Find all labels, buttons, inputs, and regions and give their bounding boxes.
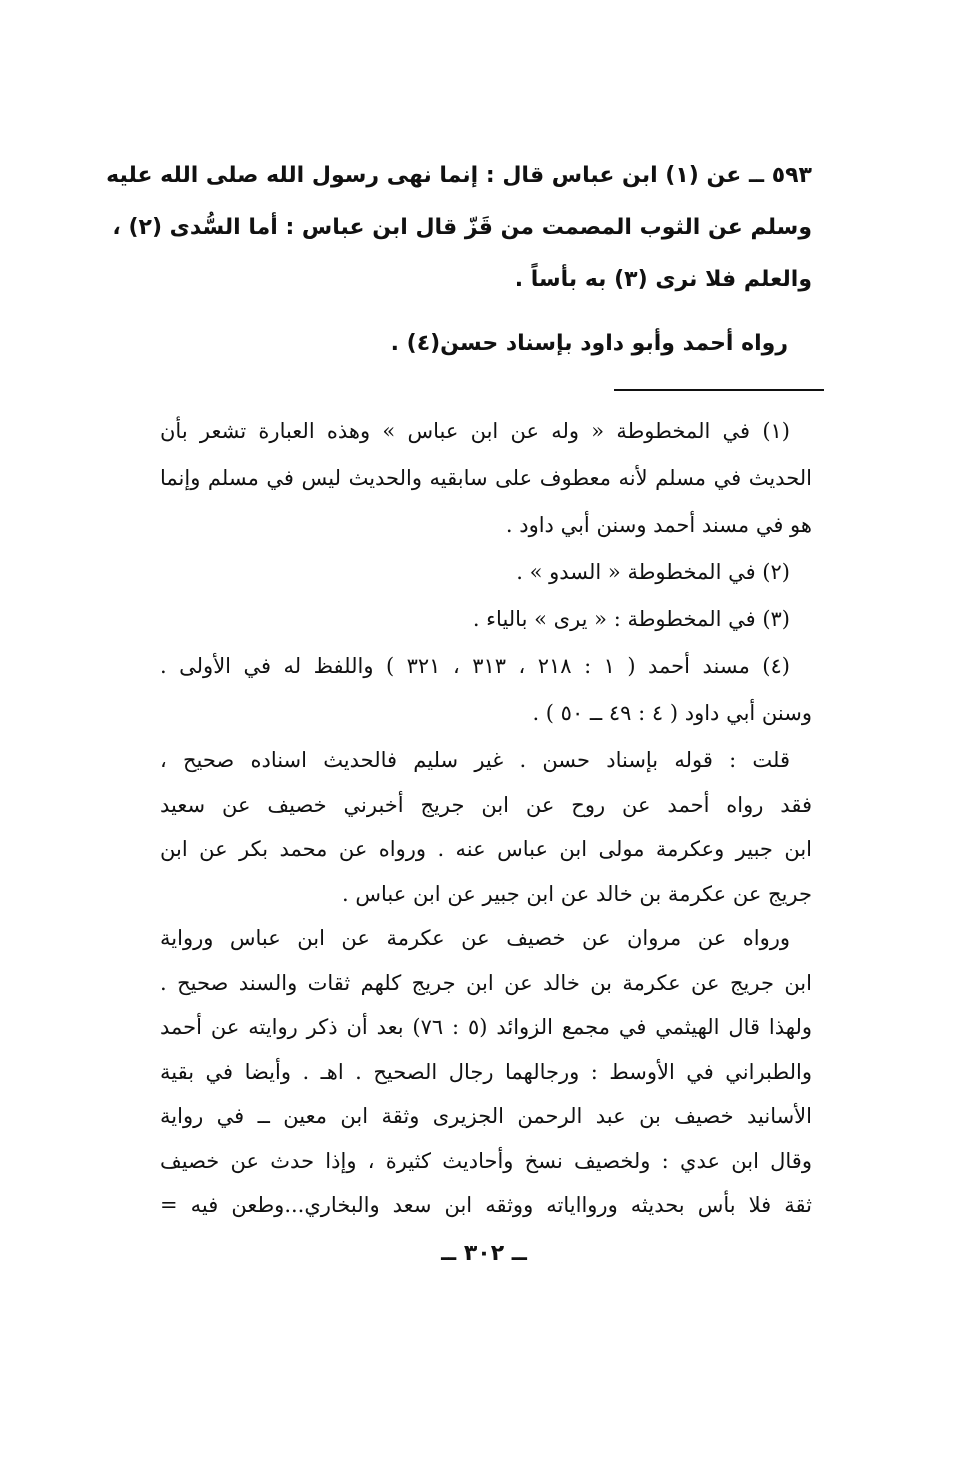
hadith-line: والعلم فلا نرى (٣) به بأساً .	[514, 267, 812, 292]
commentary-line: قلت : قوله بإسناد حسن . غير سليم فالحديث اسناده صحيح ،	[160, 748, 790, 772]
narration-line: رواه أحمد وأبو داود بإسناد حسن(٤) .	[390, 331, 788, 356]
commentary-line: والطبراني في الأوسط : ورجالهما رجال الصحيح . اهـ . وأيضا في بقية	[160, 1059, 812, 1084]
commentary-line: الأسانيد خصيف بن عبد الرحمن الجزيرى وثقة ابن معين ــ في رواية	[160, 1104, 812, 1128]
footnotes	[160, 408, 812, 737]
commentary-line: ورواه عن مروان عن خصيف عن عكرمة عن ابن عباس ورواية	[160, 926, 790, 950]
hadith-line: وسلم عن الثوب المصمت من قَزّ قال ابن عباس : أما السُّدى (٢) ،	[112, 215, 812, 240]
commentary-line: ابن جريج عن عكرمة بن خالد عن ابن جريج كلهم ثقات والسند صحيح .	[160, 970, 812, 995]
hadith-line: ٥٩٣ ــ عن (١) ابن عباس قال : إنما نهى رسول الله صلى الله عليه	[106, 163, 812, 188]
narration-note	[160, 320, 812, 368]
commentary-line: فقد رواه أحمد عن روح عن ابن جريج أخبرني خصيف عن سعيد	[160, 792, 812, 817]
footnote-line: هو في مسند أحمد وسنن أبي داود .	[505, 513, 812, 537]
commentary-line: جريج عن عكرمة بن خالد عن ابن جبير عن ابن عباس .	[342, 881, 812, 906]
footnote-line: (٢) في المخطوطة « السدو » .	[516, 560, 790, 584]
footnote-line: الحديث في مسلم لأنه معطوف على سابقيه والحديث ليس في مسلم وإنما	[160, 466, 812, 490]
hadith-text	[106, 150, 812, 306]
footnote-line: (١) في المخطوطة « وله عن ابن عباس » وهذه العبارة تشعر بأن	[160, 419, 790, 443]
commentary-line: ولهذا قال الهيثمي في مجمع الزوائد (٥ : ٧٦) بعد أن ذكر روايته عن أحمد	[160, 1015, 812, 1039]
footnote-separator	[614, 389, 824, 391]
commentary-line: ابن جبير وعكرمة مولى ابن عباس عنه . ورواه عن محمد بكر عن ابن	[160, 837, 812, 861]
commentary	[160, 738, 812, 1228]
commentary-line: وقال ابن عدي : ولخصيف نسخ وأحاديث كثيرة ، وإذا حدث عن خصيف	[160, 1148, 812, 1173]
footnote-line: وسنن أبي داود ( ٤ : ٤٩ ــ ٥٠ ) .	[532, 701, 812, 725]
page-number: ــ ٣٠٢ ــ	[441, 1241, 527, 1266]
footnote-line: (٤) مسند أحمد ( ١ : ٢١٨ ، ٣١٣ ، ٣٢١ ) واللفظ له في الأولى .	[160, 654, 790, 678]
footnote-line: (٣) في المخطوطة : « يرى » بالياء .	[472, 607, 790, 631]
commentary-line: ثقة فلا بأس بحديثه وروااياته ووثقه ابن سعد والبخاري...وطعن فيه =	[160, 1193, 812, 1217]
